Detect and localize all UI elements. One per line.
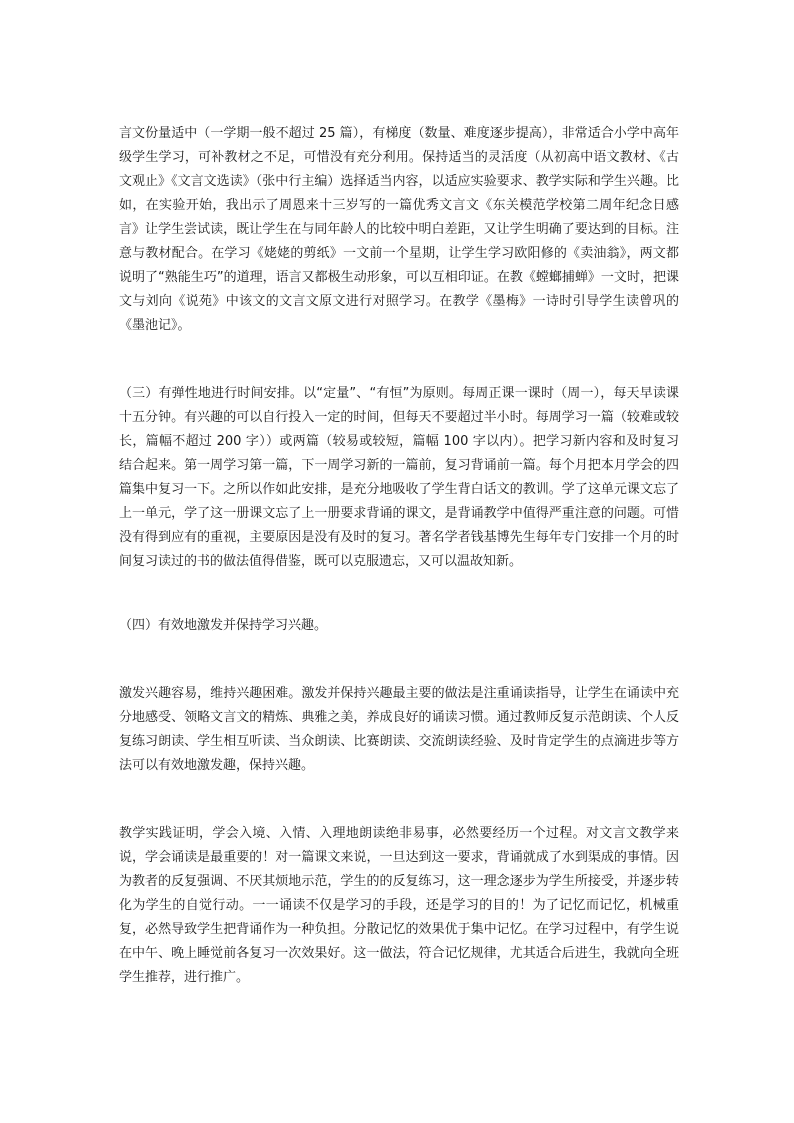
paragraph-recitation-guidance: 激发兴趣容易，维持兴趣困难。激发并保持兴趣最主要的做法是注重诵读指导，让学生在诵读中充分地感受、领略文言文的精炼、典雅之美，养成良好的诵读习惯。通过教师反复示范朗读、个人反复练习朗读、学生相互听读、当众朗读、比赛朗读、交流朗读经验、及时肯定学生的点滴进步等方法可以有效地激发趣，保持兴趣。: [119, 686, 679, 773]
paragraph-time-arrangement: （三）有弹性地进行时间安排。以“定量”、“有恒”为原则。每周正课一课时（周一），每天早读课十五分钟。有兴趣的可以自行投入一定的时间，但每天不要超过半小时。每周学习一篇（较难或较长，篇幅不超过 200 字））或两篇（较易或较短，篇幅 100 字以内）。把学习新内容和及时复习结合起来。第一周学习第一篇，下一周学习新的一篇前，复习背诵前一篇。每个月把本月学会的四篇集中复习一下。之所以作如此安排，是充分地吸收了学生背白话文的教训。学了这单元课文忘了上一单元，学了这一册课文忘了上一册要求背诵的课文，是背诵教学中值得严重注意的问题。可惜没有得到应有的重视，主要原因是没有及时的复习。著名学者钱基博先生每年专门安排一个月的时间复习读过的书的做法值得借鉴，既可以克服遗忘，又可以温故知新。: [119, 386, 679, 569]
paragraph-teaching-practice: 教学实践证明，学会入境、入情、入理地朗读绝非易事，必然要经历一个过程。对文言文教学来说，学会诵读是最重要的！对一篇课文来说，一旦达到这一要求，背诵就成了水到渠成的事情。因为教者的反复强调、不厌其烦地示范，学生的的反复练习，这一理念逐步为学生所接受，并逐步转化为学生的自觉行动。一一诵读不仅是学习的手段，还是学习的目的！为了记忆而记忆，机械重复，必然导致学生把背诵作为一种负担。分散记忆的效果优于集中记忆。在学习过程中，有学生说在中午、晚上睡觉前各复习一次效果好。这一做法，符合记忆规律，尤其适合后进生，我就向全班学生推荐，进行推广。: [119, 826, 679, 985]
document-body: [119, 122, 679, 990]
paragraph-material-selection: 言文份量适中（一学期一般不超过 25 篇），有梯度（数量、难度逐步提高），非常适合小学中高年级学生学习，可补教材之不足，可惜没有充分利用。保持适当的灵活度（从初高中语文教材、《古文观止》《文言文选读》（张中行主编）选择适当内容，以适应实验要求、教学实际和学生兴趣。比如，在实验开始，我出示了周恩来十三岁写的一篇优秀文言文《东关模范学校第二周年纪念日感言》让学生尝试读，既让学生在与同年龄人的比较中明白差距，又让学生明确了要达到的目标。注意与教材配合。在学习《姥姥的剪纸》一文前一个星期，让学生学习欧阳修的《卖油翁》，两文都说明了“熟能生巧”的道理，语言又都极生动形象，可以互相印证。在教《螳螂捕蝉》一文时，把课文与刘向《说苑》中该文的文言文原文进行对照学习。在教学《墨梅》一诗时引导学生读曾巩的《墨池记》。: [119, 126, 679, 333]
section-heading-interest: （四）有效地激发并保持学习兴趣。: [119, 618, 328, 633]
